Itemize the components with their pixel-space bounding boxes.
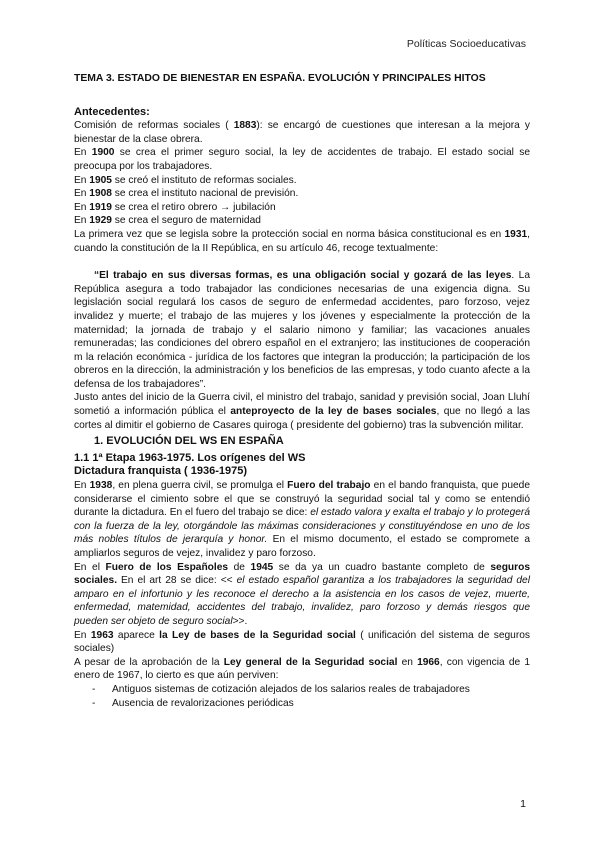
document-title: TEMA 3. ESTADO DE BIENESTAR EN ESPAÑA. EVOLUCIÓN Y PRINCIPALES HITOS [74,73,486,84]
antecedente-2: En 1900 se crea el primer seguro social, la ley de accidentes de trabajo. El estado social se preocupa por los trabajadores. [74,147,530,172]
antecedentes-heading: Antecedentes: [74,105,150,118]
fuero-trabajo-paragraph: En 1938, en plena guerra civil, se promulga el Fuero del trabajo en el bando franquista, que puede considerarse el cimiento sobre el que se construyó la seguridad social tal y como se entendió durante la dictadura. En el fuero del trabajo se dice: el estado valora y exalta el trabajo y lo protegerá con la fuerza de la ley, otorgándole las máximas consideraciones y constituyéndose en uno de los más nobles títulos de jerarquía y honor. En el mismo documento, el estado se compromete a ampliarlos seguros de vejez, invalidez y paro forzoso. [74,480,530,559]
dictadura-heading: Dictadura franquista ( 1936-1975) [74,465,248,478]
section-1-heading: 1. EVOLUCIÓN DEL WS EN ESPAÑA [94,435,284,448]
antecedente-6: En 1929 se crea el seguro de maternidad [74,215,261,227]
article-46-quote: “El trabajo en sus diversas formas, es una obligación social y gozará de las leyes. La República asegura a todo trabajador las condiciones necesarias de una exigencia digna. Su legislación social regulará los casos de seguro de enfermedad accidentes, paro forzoso, vejez invalidez y muerte; el trabajo de las mujeres y los jóvenes y especialmente la protección de la maternidad; la jornada de trabajo y el salario nimono y familiar; las vacaciones anuales remuneradas; las condiciones del obrero español en el extranjero; las instituciones de cooperación m la relación económica - jurídica de los factores que integran la producción; la participación de los obreros en la dirección, la administración y los beneficios de las empresas, y todo cuanto afecte a la defensa de los trabajadores”. [74,270,530,390]
section-1-1-heading: 1.1 1ª Etapa 1963-1975. Los orígenes del WS [74,451,306,464]
antecedente-5: En 1919 se crea el retiro obrero → jubilación [74,201,276,213]
list-item: - Ausencia de revalorizaciones periódicas [92,697,530,711]
ley-general-paragraph: A pesar de la aprobación de la Ley general de la Seguridad social en 1966, con vigencia de 1 enero de 1967, lo cierto es que aún perviven: [74,656,530,682]
constitucion-paragraph: La primera vez que se legisla sobre la protección social en norma básica constitucional es en 1931, cuando la constitución de la II República, en su artículo 46, recoge textualmente: [74,228,530,254]
fuero-espanoles-paragraph: En el Fuero de los Españoles de 1945 se da ya un cuadro bastante completo de seguros sociales. En el art 28 se dice: << el estado español garantiza a los trabajadores la seguridad del amparo en el infortunio y les reconoce el derecho a la asistencia en los casos de vejez, muerte, enfermedad, matemidad, accidentes del trabajo, invalidez, paro forzoso y demás riesgos que pueden ser objeto de seguro social>>. [74,561,531,627]
page-number: 1 [520,798,526,810]
page-header: Políticas Socioeducativas [406,38,526,50]
list-item: - Antiguos sistemas de cotización alejados de los salarios reales de trabajadores [92,683,530,697]
ley-bases-paragraph: En 1963 aparece la Ley de bases de la Seguridad social ( unificación del sistema de seguros sociales) [74,629,531,655]
antecedente-4: En 1908 se crea el instituto nacional de previsión. [74,188,299,200]
pervivencias-list [74,683,530,710]
antecedente-1: Comisión de reformas sociales ( 1883): se encargó de cuestiones que interesan a la mejora y bienestar de la clase obrera. [74,120,531,145]
guerra-civil-paragraph: Justo antes del inicio de la Guerra civil, el ministro del trabajo, sanidad y previsión social, Joan Lluhí sometió a información pública el anteproyecto de la ley de bases sociales, que no llegó a las cortes al dimitir el gobierno de Casares quiroga ( presidente del gobierno) tras la subvención militar. [74,392,530,431]
document-body [74,72,530,710]
antecedente-3: En 1905 se creó el instituto de reformas sociales. [74,174,297,186]
